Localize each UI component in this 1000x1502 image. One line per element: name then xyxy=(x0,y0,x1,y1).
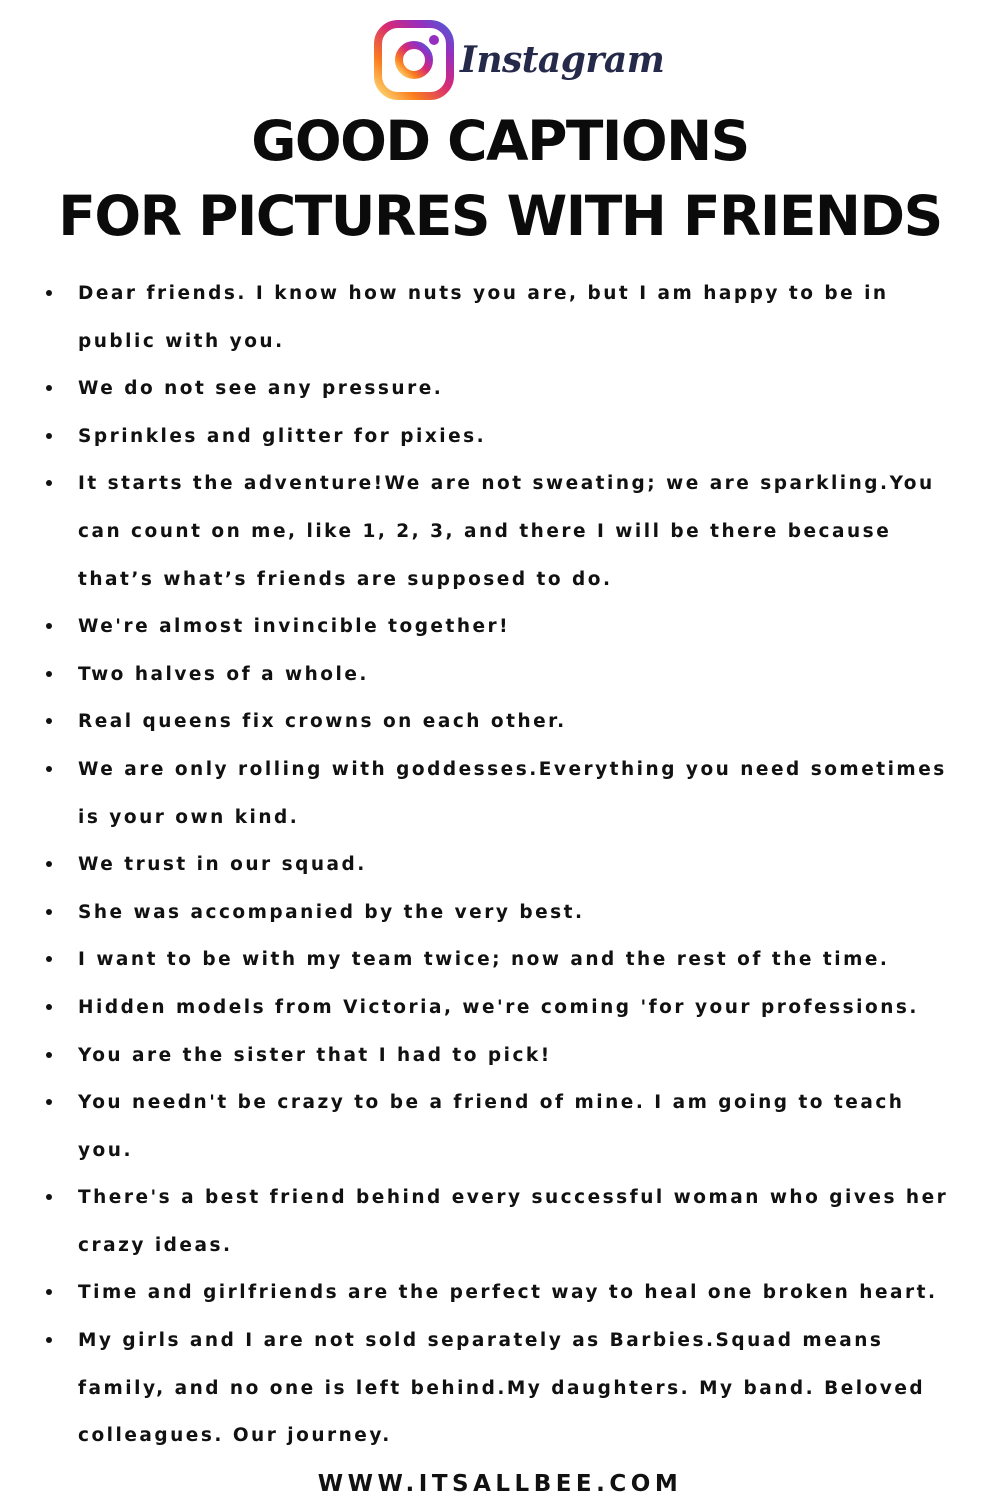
captions-list xyxy=(0,270,1000,1460)
title-line-1: GOOD CAPTIONS xyxy=(251,109,749,173)
caption-item: It starts the adventure!We are not sweating; we are sparkling.You can count on me, like 1, 2, 3, and there I will be there because that’s what’s friends are supposed to do. xyxy=(0,460,1000,603)
instagram-wordmark: Instagram xyxy=(460,39,665,81)
instagram-icon xyxy=(374,20,454,100)
caption-item: You needn't be crazy to be a friend of mine. I am going to teach you. xyxy=(0,1079,1000,1174)
caption-item: Dear friends. I know how nuts you are, but I am happy to be in public with you. xyxy=(0,270,1000,365)
caption-item: You are the sister that I had to pick! xyxy=(0,1032,1000,1080)
caption-item: She was accompanied by the very best. xyxy=(0,889,1000,937)
website-url: WWW.ITSALLBEE.COM xyxy=(317,1471,683,1497)
caption-item: There's a best friend behind every successful woman who gives her crazy ideas. xyxy=(0,1174,1000,1269)
caption-item: We trust in our squad. xyxy=(0,841,1000,889)
page-title xyxy=(0,104,1000,254)
caption-item: We're almost invincible together! xyxy=(0,603,1000,651)
caption-item: I want to be with my team twice; now and the rest of the time. xyxy=(0,936,1000,984)
caption-item: Two halves of a whole. xyxy=(0,651,1000,699)
brand-header xyxy=(0,20,1000,100)
title-line-2: FOR PICTURES WITH FRIENDS xyxy=(58,184,942,248)
caption-item: My girls and I are not sold separately as Barbies.Squad means family, and no one is left behind.My daughters. My band. Beloved colleagues. Our journey. xyxy=(0,1317,1000,1460)
caption-item: We do not see any pressure. xyxy=(0,365,1000,413)
caption-item: Real queens fix crowns on each other. xyxy=(0,698,1000,746)
caption-item: Hidden models from Victoria, we're coming 'for your professions. xyxy=(0,984,1000,1032)
caption-item: We are only rolling with goddesses.Everything you need sometimes is your own kind. xyxy=(0,746,1000,841)
caption-item: Time and girlfriends are the perfect way to heal one broken heart. xyxy=(0,1269,1000,1317)
caption-item: Sprinkles and glitter for pixies. xyxy=(0,413,1000,461)
